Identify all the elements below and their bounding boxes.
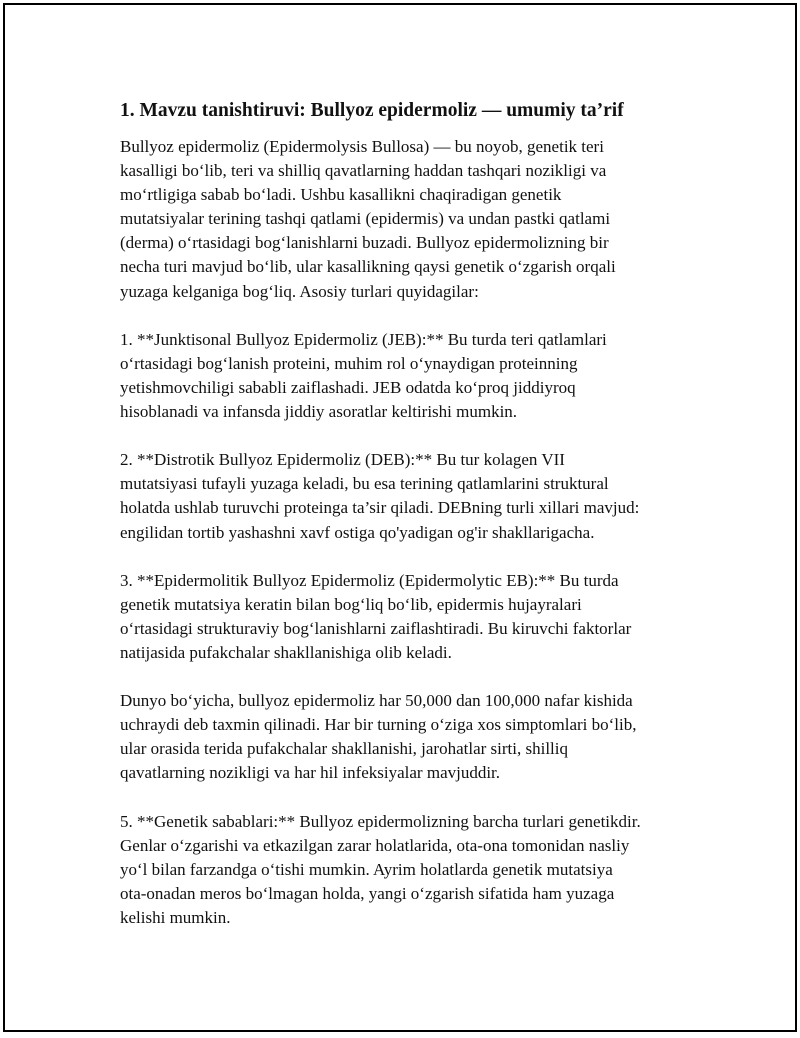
section-title: 1. Mavzu tanishtiruvi: Bullyoz epidermoliz — umumiy ta’rif [120,100,624,121]
text-line: mutatsiyalar terining tashqi qatlami (epidermis) va undan pastki qatlami [120,209,611,229]
text-line: necha turi mavjud bo‘lib, ular kasallikning qaysi genetik o‘zgarish orqali [120,257,616,277]
text-line: kasalligi bo‘lib, teri va shilliq qavatlarning haddan tashqari nozikligi va [120,161,607,181]
text-line: yetishmovchiligi sababli zaiflashadi. JEB odatda ko‘proq jiddiyroq [120,377,576,397]
jeb-paragraph [120,328,700,424]
text-line: ular orasida terida pufakchalar shakllanishi, jarohatlar sirti, shilliq [120,739,568,759]
prevalence-paragraph [120,689,700,785]
genetic-causes-paragraph [120,810,700,930]
text-line: mo‘rtligiga sabab bo‘ladi. Ushbu kasallikni chaqiradigan genetik [120,185,562,205]
text-line: yo‘l bilan farzandga o‘tishi mumkin. Ayrim holatlarda genetik mutatsiya [120,859,613,879]
text-line: genetik mutatsiya keratin bilan bog‘liq bo‘lib, epidermis hujayralari [120,594,582,614]
text-line: ota-onadan meros bo‘lmagan holda, yangi o‘zgarish sifatida ham yuzaga [120,883,615,903]
text-line: 5. **Genetik sabablari:** Bullyoz epidermolizning barcha turlari genetikdir. [120,811,641,831]
document-page [3,3,797,1032]
text-line: (derma) o‘rtasidagi bog‘lanishlarni buzadi. Bullyoz epidermolizning bir [120,233,609,253]
text-line: engilidan tortib yashashni xavf ostiga qo'yadigan og'ir shakllarigacha. [120,522,595,542]
text-line: Bullyoz epidermoliz (Epidermolysis Bullosa) — bu noyob, genetik teri [120,137,604,156]
epidermolytic-paragraph [120,569,700,665]
text-line: mutatsiyasi tufayli yuzaga keladi, bu esa terining qatlamlarini struktural [120,474,609,494]
text-line: Genlar o‘zgarishi va etkazilgan zarar holatlarida, ota-ona tomonidan nasliy [120,835,630,855]
text-line: natijasida pufakchalar shakllanishiga olib keladi. [120,642,452,662]
text-line: o‘rtasidagi bog‘lanish proteini, muhim rol o‘ynaydigan proteinning [120,353,578,373]
text-line: kelishi mumkin. [120,908,231,927]
deb-paragraph [120,448,700,544]
text-line: 2. **Distrotik Bullyoz Epidermoliz (DEB):** Bu tur kolagen VII [120,450,565,470]
intro-paragraph [120,135,700,304]
text-line: qavatlarning nozikligi va har hil infeksiyalar mavjuddir. [120,763,501,783]
text-line: 3. **Epidermolitik Bullyoz Epidermoliz (Epidermolytic EB):** Bu turda [120,570,619,590]
text-line: holatda ushlab turuvchi proteinga ta’sir qiladi. DEBning turli xillari mavjud: [120,498,640,518]
document-body [120,97,700,930]
text-line: hisoblanadi va infansda jiddiy asoratlar keltirishi mumkin. [120,402,518,422]
text-line: yuzaga kelganiga bog‘liq. Asosiy turlari quyidagilar: [120,281,479,301]
text-line: o‘rtasidagi strukturaviy bog‘lanishlarni zaiflashtiradi. Bu kiruvchi faktorlar [120,618,632,638]
text-line: uchraydi deb taxmin qilinadi. Har bir turning o‘ziga xos simptomlari bo‘lib, [120,715,637,735]
text-line: 1. **Junktisonal Bullyoz Epidermoliz (JEB):** Bu turda teri qatlamlari [120,329,607,349]
text-line: Dunyo bo‘yicha, bullyoz epidermoliz har 50,000 dan 100,000 nafar kishida [120,691,633,711]
